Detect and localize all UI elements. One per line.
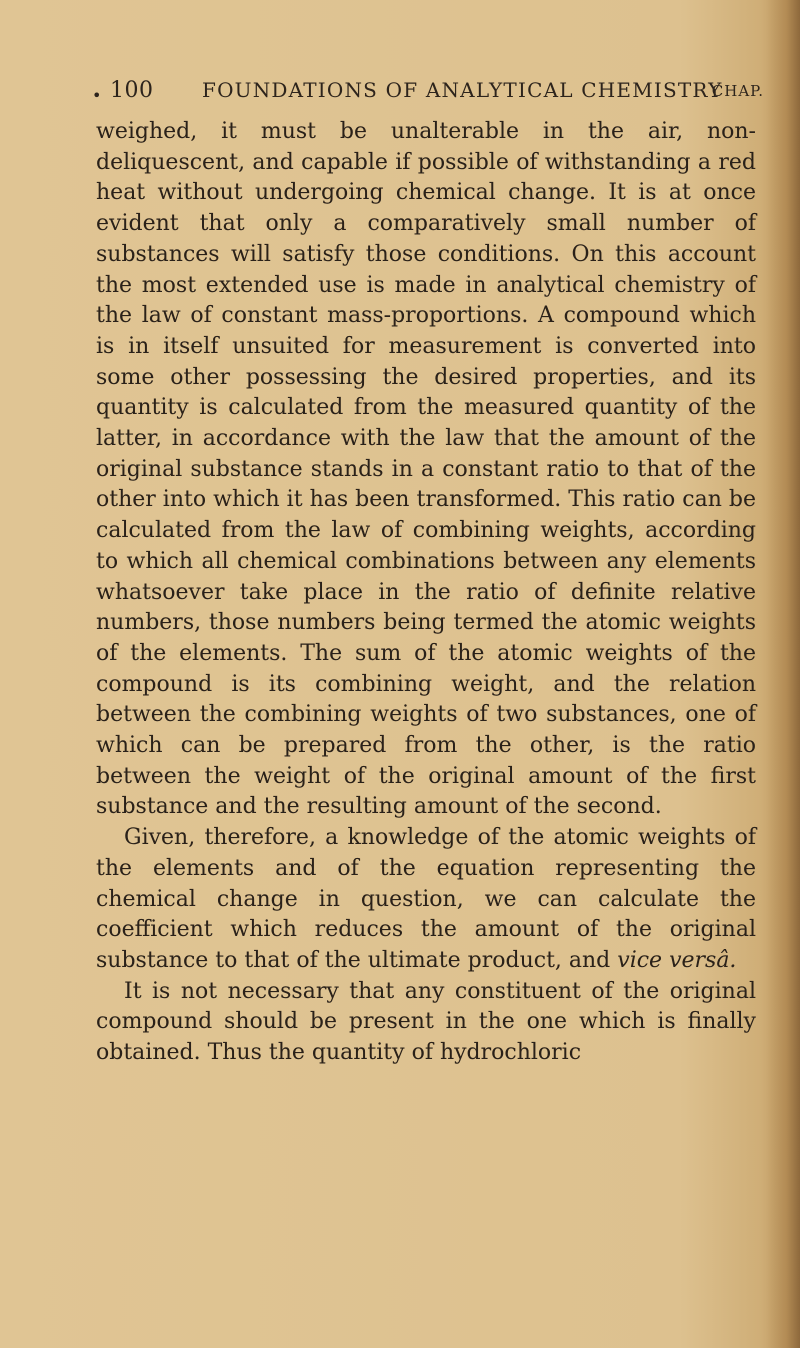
page-number: 100 <box>110 78 154 103</box>
body-text <box>96 117 756 1069</box>
paragraph <box>96 977 756 1069</box>
header-bullet: • <box>92 86 102 105</box>
paragraph-3-text: It is not necessary that any constituent of the original compound should be present in the one which is finally obtained. Thus the quantity of hydrochloric <box>96 978 756 1066</box>
paragraph-2-text: Given, therefore, a knowledge of the atomic weights of the elements and of the equation representing the chemical change in question, we can calculate the coefficient which reduces the amount of the original substance to that of the ultimate product, and <box>96 825 756 973</box>
paragraph-2-italic-phrase: vice versâ. <box>617 947 737 973</box>
paragraph-continued <box>96 117 756 823</box>
chapter-abbreviation: CHAP. <box>711 82 764 100</box>
paragraph-1-text: weighed, it must be unalterable in the air, non-deliquescent, and capable if possible of withstanding a red heat without undergoing chemical change. It is at once evident that only a comparatively small number of substances will satisfy those conditions. On this account the most extended use is made in analytical chemistry of the law of constant mass-proportions. A compound which is in itself unsuited for measurement is converted into some other possessing the desired properties, and its quantity is calculated from the measured quantity of the latter, in accordance with the law that the amount of the original substance stands in a constant ratio to that of the other into which it has been transformed. This ratio can be calculated from the law of combining weights, according to which all chemical combinations between any elements whatsoever take place in the ratio of definite relative numbers, those numbers being termed the atomic weights of the elements. The sum of the atomic weights of the compound is its combining weight, and the relation between the combining weights of two substances, one of which can be prepared from the other, is the ratio between the weight of the original amount of the first substance and the resulting amount of the second. <box>96 119 756 820</box>
paragraph <box>96 823 756 977</box>
running-title: FOUNDATIONS OF ANALYTICAL CHEMISTRY <box>202 78 723 102</box>
running-head <box>92 78 772 108</box>
page-edge-shadow <box>766 0 800 1348</box>
